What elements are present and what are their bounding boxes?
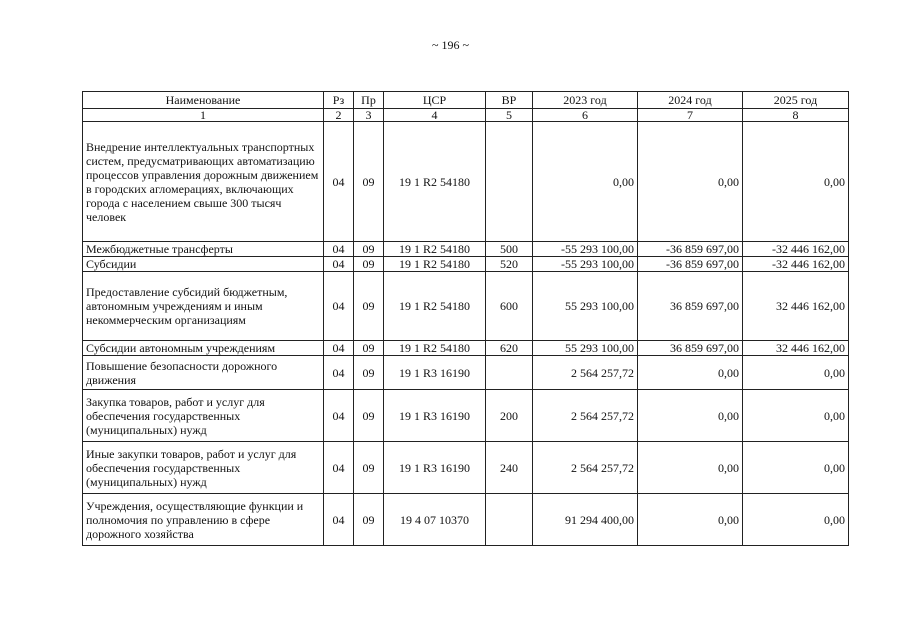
table-row <box>83 356 849 390</box>
column-number-row <box>83 109 849 122</box>
table-row <box>83 242 849 257</box>
row-csr: 19 1 R3 16190 <box>384 356 486 390</box>
column-number: 7 <box>638 109 743 122</box>
row-rz: 04 <box>324 356 354 390</box>
row-name: Иные закупки товаров, работ и услуг для обеспечения государственных (муниципальных) нужд <box>83 442 324 494</box>
row-2025: 0,00 <box>743 494 849 546</box>
row-pr: 09 <box>354 272 384 341</box>
header-name: Наименование <box>83 92 324 109</box>
row-vr: 200 <box>486 390 533 442</box>
row-2025: -32 446 162,00 <box>743 242 849 257</box>
row-pr: 09 <box>354 341 384 356</box>
row-2023: 0,00 <box>533 122 638 242</box>
row-2024: 0,00 <box>638 494 743 546</box>
row-2025: 32 446 162,00 <box>743 341 849 356</box>
row-2023: 55 293 100,00 <box>533 272 638 341</box>
row-rz: 04 <box>324 341 354 356</box>
row-2024: -36 859 697,00 <box>638 257 743 272</box>
row-vr: 620 <box>486 341 533 356</box>
column-number: 5 <box>486 109 533 122</box>
table-row <box>83 122 849 242</box>
row-rz: 04 <box>324 442 354 494</box>
table-row <box>83 390 849 442</box>
row-2024: 36 859 697,00 <box>638 341 743 356</box>
column-number: 8 <box>743 109 849 122</box>
header-pr: Пр <box>354 92 384 109</box>
row-csr: 19 1 R2 54180 <box>384 272 486 341</box>
row-2025: 0,00 <box>743 122 849 242</box>
row-vr: 520 <box>486 257 533 272</box>
page-number: ~ 196 ~ <box>432 38 469 52</box>
header-2025: 2025 год <box>743 92 849 109</box>
row-2024: 0,00 <box>638 390 743 442</box>
header-rz: Рз <box>324 92 354 109</box>
row-name: Субсидии автономным учреждениям <box>83 341 324 356</box>
row-vr <box>486 122 533 242</box>
row-name: Внедрение интеллектуальных транспортных систем, предусматривающих автоматизацию процессов управления дорожным движением в городских агломерациях, включающих города с населением свыше 300 тысяч человек <box>83 122 324 242</box>
row-2025: 32 446 162,00 <box>743 272 849 341</box>
row-pr: 09 <box>354 442 384 494</box>
column-number: 1 <box>83 109 324 122</box>
row-name: Повышение безопасности дорожного движения <box>83 356 324 390</box>
row-2025: 0,00 <box>743 356 849 390</box>
header-vr: ВР <box>486 92 533 109</box>
row-2024: 0,00 <box>638 356 743 390</box>
row-2023: 55 293 100,00 <box>533 341 638 356</box>
row-name: Субсидии <box>83 257 324 272</box>
row-pr: 09 <box>354 122 384 242</box>
row-vr: 240 <box>486 442 533 494</box>
header-2023: 2023 год <box>533 92 638 109</box>
row-2024: 36 859 697,00 <box>638 272 743 341</box>
row-2023: 2 564 257,72 <box>533 356 638 390</box>
row-csr: 19 1 R2 54180 <box>384 341 486 356</box>
row-2024: 0,00 <box>638 122 743 242</box>
row-rz: 04 <box>324 257 354 272</box>
row-vr <box>486 494 533 546</box>
row-csr: 19 1 R2 54180 <box>384 122 486 242</box>
header-2024: 2024 год <box>638 92 743 109</box>
table-row <box>83 341 849 356</box>
table-row <box>83 257 849 272</box>
row-rz: 04 <box>324 242 354 257</box>
row-name: Учреждения, осуществляющие функции и полномочия по управлению в сфере дорожного хозяйства <box>83 494 324 546</box>
header-csr: ЦСР <box>384 92 486 109</box>
row-2023: 2 564 257,72 <box>533 442 638 494</box>
row-2023: -55 293 100,00 <box>533 257 638 272</box>
row-2025: -32 446 162,00 <box>743 257 849 272</box>
table-row <box>83 442 849 494</box>
column-number: 4 <box>384 109 486 122</box>
row-rz: 04 <box>324 494 354 546</box>
row-vr: 500 <box>486 242 533 257</box>
row-pr: 09 <box>354 257 384 272</box>
row-name: Закупка товаров, работ и услуг для обеспечения государственных (муниципальных) нужд <box>83 390 324 442</box>
row-2023: 91 294 400,00 <box>533 494 638 546</box>
row-csr: 19 1 R3 16190 <box>384 390 486 442</box>
row-csr: 19 1 R2 54180 <box>384 242 486 257</box>
row-pr: 09 <box>354 356 384 390</box>
row-2023: 2 564 257,72 <box>533 390 638 442</box>
row-csr: 19 1 R3 16190 <box>384 442 486 494</box>
row-2025: 0,00 <box>743 390 849 442</box>
column-number: 6 <box>533 109 638 122</box>
row-2024: 0,00 <box>638 442 743 494</box>
table-row <box>83 272 849 341</box>
row-pr: 09 <box>354 242 384 257</box>
row-rz: 04 <box>324 122 354 242</box>
row-pr: 09 <box>354 494 384 546</box>
row-2024: -36 859 697,00 <box>638 242 743 257</box>
row-vr: 600 <box>486 272 533 341</box>
row-2023: -55 293 100,00 <box>533 242 638 257</box>
row-rz: 04 <box>324 390 354 442</box>
row-vr <box>486 356 533 390</box>
budget-table <box>82 91 849 546</box>
row-name: Предоставление субсидий бюджетным, автономным учреждениям и иным некоммерческим организациям <box>83 272 324 341</box>
header-row <box>83 92 849 109</box>
row-2025: 0,00 <box>743 442 849 494</box>
column-number: 3 <box>354 109 384 122</box>
column-number: 2 <box>324 109 354 122</box>
table-row <box>83 494 849 546</box>
row-rz: 04 <box>324 272 354 341</box>
row-name: Межбюджетные трансферты <box>83 242 324 257</box>
row-csr: 19 4 07 10370 <box>384 494 486 546</box>
row-pr: 09 <box>354 390 384 442</box>
row-csr: 19 1 R2 54180 <box>384 257 486 272</box>
